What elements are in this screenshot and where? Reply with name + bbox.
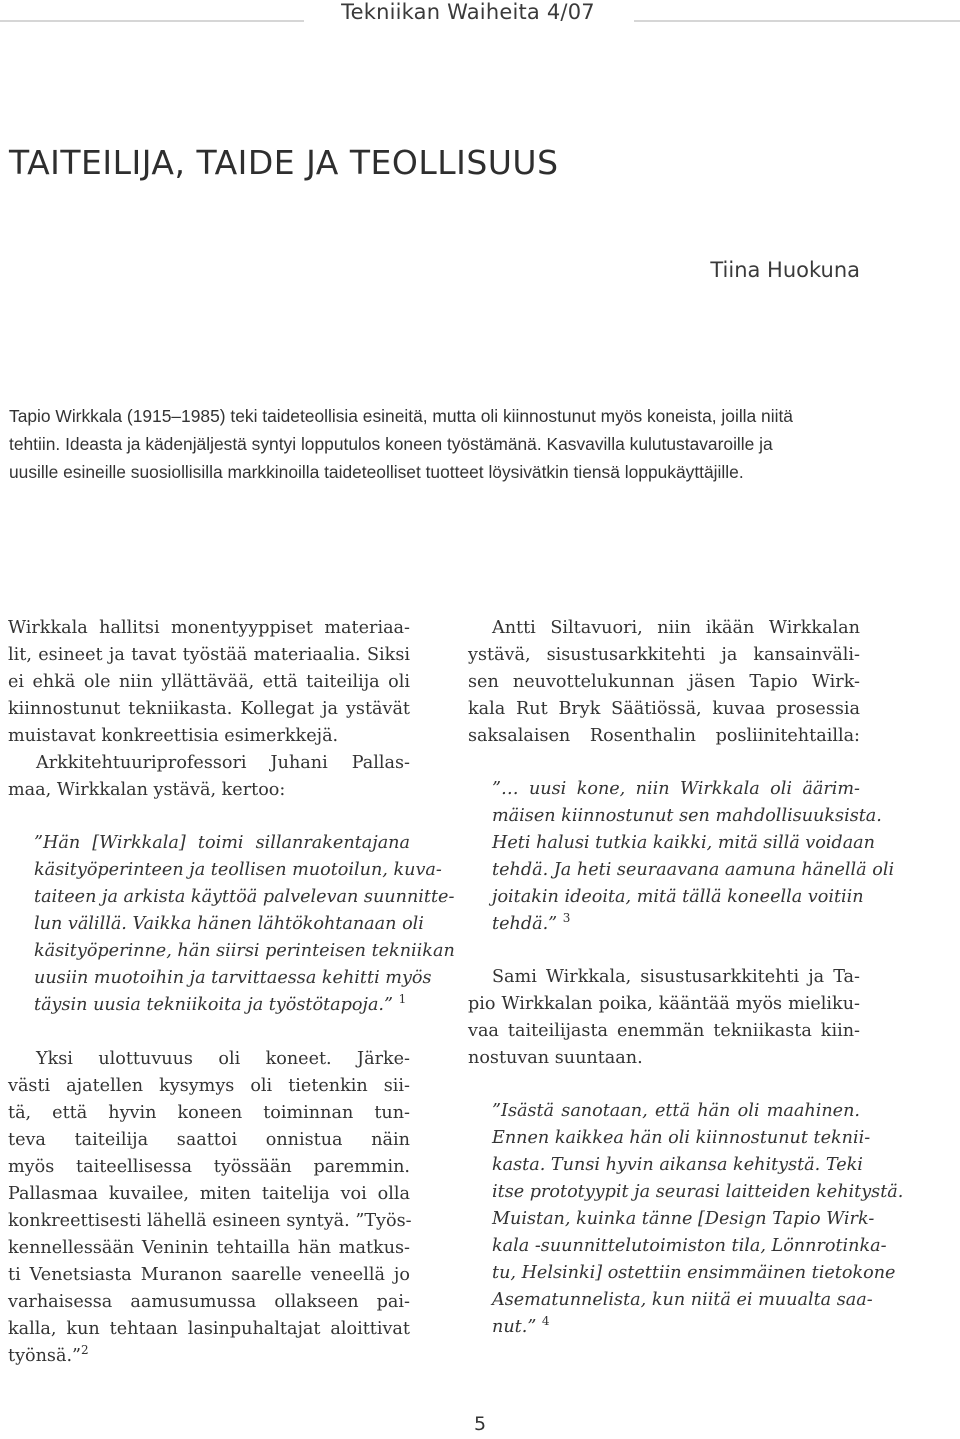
quote-line: mäisen kiinnostunut sen mahdollisuuksista. [492,806,882,826]
text-line: Arkkitehtuuriprofessori Juhani Pallas- [36,753,410,773]
quote-text: täysin uusia tekniikoita ja työstötapoja.” [34,995,394,1015]
left-quote-1 [8,830,455,1019]
footnote-ref: 2 [81,1343,89,1357]
lead-paragraph [9,403,869,486]
text-line: kalla, kun tehtaan lasinpuhaltajat aloittivat [8,1319,410,1339]
text-line: kiinnostunut tekniikasta. Kollegat ja ystävät [8,699,410,719]
text-line: ei ehkä ole niin yllättävää, että taiteilija oli [8,672,410,692]
article-title: TAITEILIJA, TAIDE JA TEOLLISUUS [9,143,559,182]
left-paragraph-1 [8,615,410,750]
footnote-ref: 3 [562,911,571,925]
quote-line: ”Hän [Wirkkala] toimi sillanrakentajana [34,833,410,853]
lead-line: Tapio Wirkkala (1915–1985) teki taideteollisia esineitä, mutta oli kiinnostunut myös koneista, joilla niitä [9,406,793,426]
text-line: kennellessään Veninin tehtailla hän matkus- [8,1238,410,1258]
text-line: konkreettisesti lähellä esineen syntyä. ”Työs- [8,1211,412,1231]
left-paragraph-3 [8,1046,410,1370]
text-line: varhaisessa aamusumussa ollakseen pai- [8,1292,410,1312]
text-line: vaa taiteilijasta enemmän tekniikasta kiin- [468,1021,860,1041]
text-line: ti Venetsiasta Muranon saarelle veneellä jo [8,1265,410,1285]
text-line [8,1343,410,1370]
lead-line: uusille esineille suosiollisilla markkinoilla taideteolliset tuotteet löysivätkin tiensä loppukäyttäjille. [9,461,744,482]
left-paragraph-2-cont [8,777,410,804]
text-line: västi ajatellen kysymys oli tietenkin sii- [8,1076,410,1096]
right-paragraph-1 [468,615,860,750]
right-quote-1 [468,776,895,938]
text-line: ystävä, sisustusarkkitehti ja kansainväli- [468,645,860,665]
quote-line: tu, Helsinki] ostettiin ensimmäinen tietokone [492,1263,896,1283]
quote-line: kasta. Tunsi hyvin aikansa kehitystä. Teki [492,1155,863,1175]
quote-line: käsityöperinteen ja teollisen muotoilun, kuva- [34,860,442,880]
header-rule-left [0,20,304,22]
quote-line [34,992,410,1019]
text-line: maa, Wirkkalan ystävä, kertoo: [8,780,286,800]
quote-line: Ennen kaikkea hän oli kiinnostunut teknii- [492,1128,871,1148]
quote-line [492,1314,860,1341]
quote-line: lun välillä. Vaikka hänen lähtökohtanaan oli [34,914,424,934]
text-line: tä, että hyvin koneen toiminnan tun- [8,1103,410,1123]
text-line: Antti Siltavuori, niin ikään Wirkkalan [492,618,860,638]
footnote-ref: 1 [398,992,407,1006]
quote-line: kala -suunnittelutoimiston tila, Lönnrotinka- [492,1236,887,1256]
text-line: myös taiteellisessa työssään paremmin. [8,1157,410,1177]
text-line: saksalaisen Rosenthalin posliinitehtailla: [468,726,860,746]
right-quote-2 [468,1098,904,1341]
text-line: nostuvan suuntaan. [468,1048,643,1068]
quote-line [492,911,860,938]
quote-line: tehdä. Ja heti seuraavana aamuna hänellä oli [492,860,895,880]
running-header: Tekniikan Waiheita 4/07 [341,0,595,24]
right-paragraph-2 [468,964,860,1072]
left-column [8,615,455,1370]
quote-line: ”… uusi kone, niin Wirkkala oli äärim- [492,779,860,799]
text-line: lit, esineet ja tavat työstää materiaalia. Siksi [8,645,410,665]
footnote-ref: 4 [541,1314,550,1328]
quote-text: tehdä.” [492,914,558,934]
text-line: kala Rut Bryk Säätiössä, kuvaa prosessia [468,699,860,719]
text-line: teva taiteilija saattoi onnistua näin [8,1130,410,1150]
article-author: Tiina Huokuna [710,258,860,282]
header-rule-right [634,20,960,22]
lead-line: tehtiin. Ideasta ja kädenjäljestä syntyi lopputulos koneen työstämänä. Kasvavilla kulutustavaroille ja [9,433,773,454]
quote-line: Asematunnelista, kun niitä ei muualta saa- [492,1290,873,1310]
quote-line: Heti halusi tutkia kaikki, mitä sillä voidaan [492,833,876,853]
quote-text: nut.” [492,1317,537,1337]
quote-line: itse prototyypit ja seurasi laitteiden kehitystä. [492,1182,904,1202]
right-column [468,615,904,1341]
quote-line: Muistan, kuinka tänne [Design Tapio Wirk- [492,1209,875,1229]
page-number: 5 [473,1413,487,1435]
text-end: työnsä.” [8,1346,82,1366]
left-paragraph-2 [8,750,410,777]
quote-line: joitakin ideoita, mitä tällä koneella voitiin [492,887,864,907]
quote-line: uusiin muotoihin ja tarvittaessa kehitti myös [34,968,432,988]
text-line: pio Wirkkalan poika, kääntää myös mieliku- [468,994,860,1014]
text-line: Sami Wirkkala, sisustusarkkitehti ja Ta- [492,967,860,987]
quote-line: käsityöperinne, hän siirsi perinteisen tekniikan [34,941,455,961]
text-line: muistavat konkreettisia esimerkkejä. [8,726,339,746]
quote-line: taiteen ja arkista käyttöä palvelevan suunnitte- [34,887,455,907]
text-line: sen neuvottelukunnan jäsen Tapio Wirk- [468,672,860,692]
text-line: Yksi ulottuvuus oli koneet. Järke- [36,1049,410,1069]
quote-line: ”Isästä sanotaan, että hän oli maahinen. [492,1101,860,1121]
text-line: Wirkkala hallitsi monentyyppiset materiaa- [8,618,410,638]
text-line: Pallasmaa kuvailee, miten taitelija voi olla [8,1184,410,1204]
